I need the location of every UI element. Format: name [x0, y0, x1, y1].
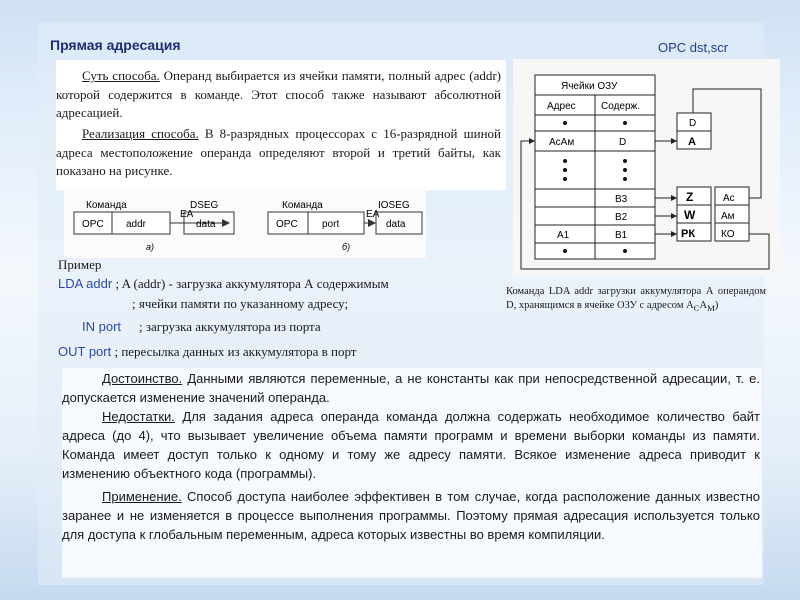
ellipsis-dot	[563, 168, 567, 172]
register-d: D	[689, 118, 697, 129]
ellipsis-dot	[563, 159, 567, 163]
example-line-1	[58, 275, 389, 293]
out-comment: ; пересылка данных из аккумулятора в порт	[111, 344, 357, 359]
ellipsis-dot	[623, 177, 627, 181]
application-paragraph	[62, 487, 760, 544]
in-comment: ; загрузка аккумулятора из порта	[139, 319, 321, 334]
control-bus-arrowhead	[529, 138, 535, 144]
memory-diagram-svg	[513, 59, 780, 277]
ram-col-address: Адрес	[547, 101, 576, 112]
b2-arrowhead	[671, 213, 677, 219]
ellipsis-dot	[563, 121, 567, 125]
register-pk: РК	[681, 228, 696, 240]
caption-mid: А	[699, 300, 708, 311]
fig-a-ea: EA	[180, 209, 194, 220]
advantage-paragraph	[62, 369, 760, 407]
fig-b-ioseg: IOSEG	[378, 200, 410, 211]
opc-label: OPC dst,scr	[658, 40, 729, 55]
ellipsis-dot	[563, 249, 567, 253]
lda-comment: ; A (addr) - загрузка аккумулятора А содержимым	[112, 276, 389, 291]
ram-addr-a1: A1	[557, 230, 570, 241]
b1-arrowhead	[671, 231, 677, 237]
ram-col-content: Содерж.	[601, 101, 640, 112]
code-out: OUT port	[58, 344, 112, 359]
caption-end: )	[714, 300, 719, 311]
fig-a-opc: OPC	[82, 219, 104, 230]
fig-b-tag: б)	[342, 242, 351, 252]
fig-a-arrowhead	[222, 219, 230, 227]
example-line-4	[58, 343, 356, 361]
ellipsis-dot	[623, 121, 627, 125]
ram-content-b2: B2	[615, 212, 628, 223]
ram-content-d: D	[619, 137, 627, 148]
ram-title: Ячейки ОЗУ	[561, 81, 618, 92]
example-line-2: ; ячейки памяти по указанному адресу;	[132, 296, 349, 311]
caption-main: Команда LDA addr загрузки аккумулятора А операндом D, хранящимся в ячейке ОЗУ с адресом А	[506, 286, 766, 311]
fig-a-command-label: Команда	[86, 200, 127, 211]
fig-a-data: data	[196, 219, 216, 230]
code-lda: LDA addr	[58, 276, 113, 291]
implementation-text: В 8-разрядных процессорах с 16-разрядной шиной адреса местоположение операнда определяют второй и третий байты, как показано на рисунке.	[56, 126, 501, 178]
ram-addr-acam: АсАм	[549, 137, 575, 148]
advantage-text: Данными являются переменные, а не константы как при непосредственной адресации, т. е. допускается изменение значений операнда.	[62, 371, 760, 405]
register-am: Ам	[721, 211, 735, 222]
essence-heading: Суть способа.	[82, 68, 160, 83]
fig-b-arrowhead	[368, 219, 376, 227]
register-ac: Ас	[723, 193, 735, 204]
code-in: IN port	[82, 319, 122, 334]
addressing-figure	[64, 188, 426, 258]
caption-sub-m: М	[707, 303, 715, 314]
ram-content-b1: B1	[615, 230, 628, 241]
addressing-figure-svg	[64, 188, 426, 258]
example-heading: Пример	[58, 257, 102, 272]
fig-b-data: data	[386, 219, 406, 230]
fig-b-port: port	[322, 219, 340, 230]
fig-b-ea: EA	[366, 209, 380, 220]
fig-b-opc: OPC	[276, 219, 298, 230]
implementation-heading: Реализация способа.	[82, 126, 199, 141]
advantage-heading: Достоинство.	[102, 371, 183, 386]
intro-paragraph-1	[56, 67, 501, 123]
disadvantage-heading: Недостатки.	[102, 409, 175, 424]
ellipsis-dot	[623, 249, 627, 253]
caption-sub-c: С	[693, 303, 700, 314]
register-ko: КО	[721, 229, 735, 240]
intro-paragraph-2	[56, 125, 501, 181]
slide-title: Прямая адресация	[50, 37, 181, 53]
fig-a-dseg: DSEG	[190, 200, 219, 211]
d-to-a-arrowhead	[671, 138, 677, 144]
ellipsis-dot	[623, 168, 627, 172]
application-text: Способ доступа наиболее эффективен в том случае, когда расположение данных известно заранее и не изменяется в процессе выполнения программы. Поэтому прямая адресация используется только для доступа к глобальным переменным, адреса которых известны во время компиляции.	[62, 489, 760, 542]
register-a: A	[688, 136, 696, 148]
b3-arrowhead	[671, 195, 677, 201]
disadvantage-paragraph	[62, 407, 760, 483]
diagram-caption	[506, 285, 766, 315]
example-line-3	[82, 318, 321, 336]
ram-content-b3: B3	[615, 194, 628, 205]
ellipsis-dot	[563, 177, 567, 181]
essence-text: Операнд выбирается из ячейки памяти, полный адрес (addr) которой содержится в команде. Этот способ также называют абсолютной адресацией.	[56, 68, 502, 120]
register-z: Z	[686, 190, 694, 204]
register-w: W	[684, 208, 696, 222]
application-heading: Применение.	[102, 489, 182, 504]
fig-a-addr: addr	[126, 219, 147, 230]
memory-diagram	[513, 59, 780, 277]
ellipsis-dot	[623, 159, 627, 163]
fig-b-command-label: Команда	[282, 200, 323, 211]
fig-a-tag: а)	[146, 242, 155, 252]
disadvantage-text: Для задания адреса операнда команда должна содержать необходимое количество байт адреса (до 4), что вызывает увеличение объема памяти программ и времени выборки команды из памяти. Команда имеет доступ только к одному и тому же адресу памяти. Всякое изменение адреса приводит к изменению объектного кода (программы).	[62, 409, 760, 481]
